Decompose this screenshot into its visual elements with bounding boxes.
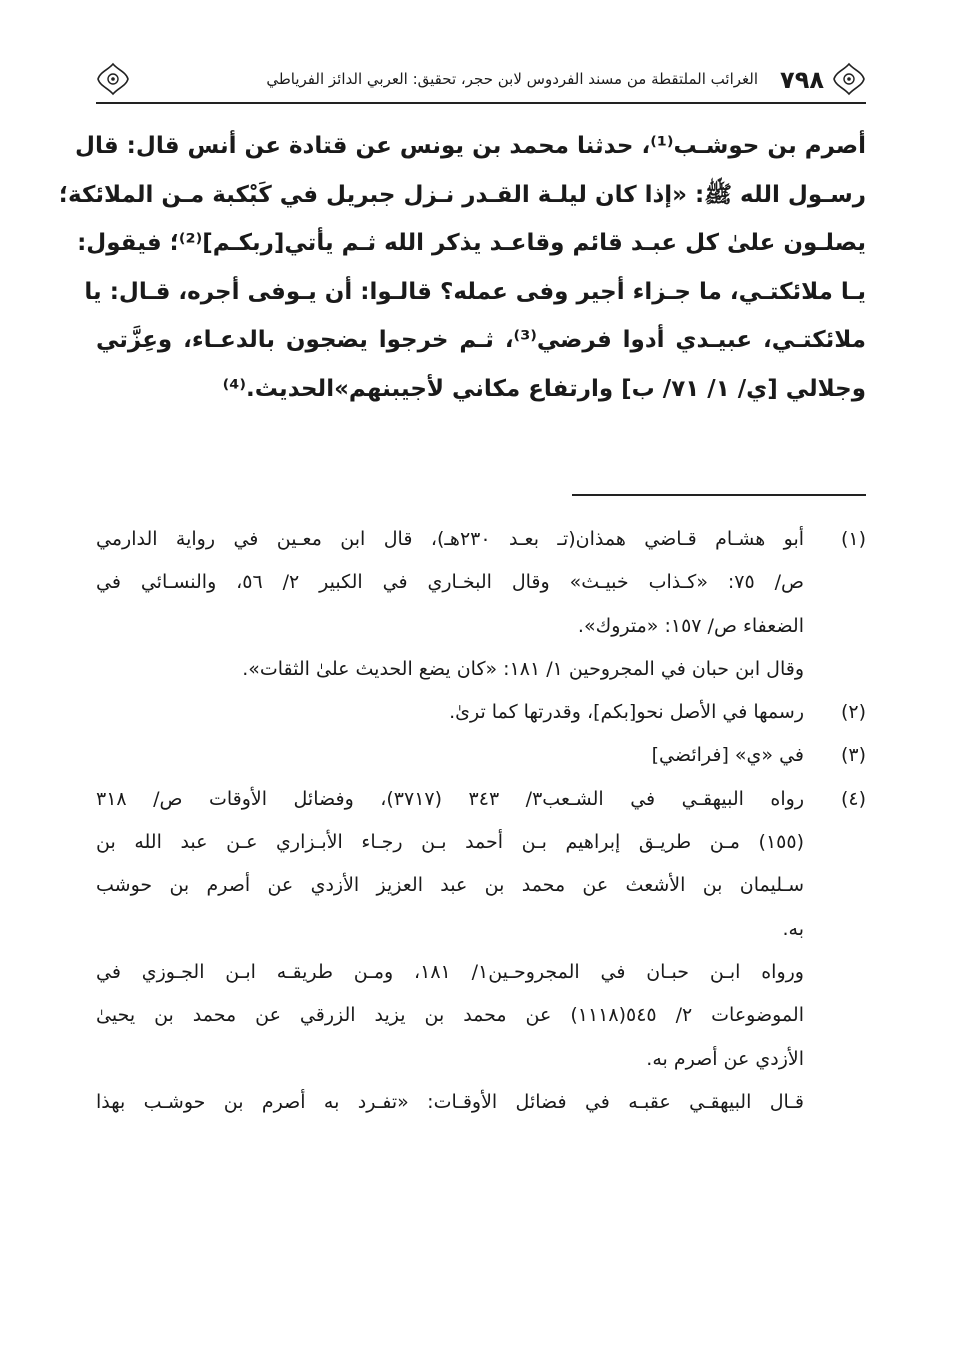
footnote-line: الضعفاء ص/ ١٥٧: «متروك».: [577, 614, 804, 637]
footnote-line: (١٥٥) مـن طريـق إبراهيم بـن أحمد بـن رجـاء الأبـزاري عـن عبد الله بن: [96, 831, 804, 854]
footnote-number: (٤): [840, 787, 866, 810]
ornament-icon: [96, 62, 130, 96]
main-text-line: ملائكتـي، عبيـدي أدوا فرضي⁽³⁾، ثـم خرجوا يضجون بالدعـاء، وعِزَّتي: [96, 327, 866, 353]
footnote-line: رسمها في الأصل نحو[بكم]، وقدرتها كما ترىٰ.: [449, 701, 804, 724]
footnotes: [96, 518, 866, 1124]
footnote-line: ص/ ٧٥: «كـذاب خبيـث» وقال البخـاري في الكبير ٢/ ٥٦، والنسـائي في: [96, 571, 804, 594]
main-text-line: يصلـون علىٰ كل عبـد قائم وقاعـد يذكر الله ثـم يأتي[ربكـم]⁽²⁾؛ فيقول:: [77, 230, 866, 256]
footnote-line: الموضوعات ٢/ ٥٤٥(١١١٨) عن محمد بن يزيد الزرقي عن محمد بن يحيىٰ: [96, 1004, 804, 1027]
footnote-line: قـال البيهقـي عقبـه في فضائل الأوقـات: «تفـرد به أصرم بن حوشـب بهذا: [96, 1090, 804, 1113]
running-title: الغرائب الملتقطة من مسند الفردوس لابن حجر، تحقيق: العربي الدائز الفرياطي: [266, 70, 758, 88]
footnote-number: [804, 1081, 866, 1124]
footnote-continuation: [96, 951, 866, 1081]
main-text-line: وجلالي [ي/ ١/ ٧١/ ب] وارتفاع مكاني لأجيبنهم»الحديث.⁽⁴⁾: [222, 375, 866, 402]
footnote-number: (٢): [840, 701, 866, 724]
footnote-line: أبو هشـام قـاضي همذان(تـ بعـد ٢٣٠هـ)، قال ابن معـين في رواية الدارمي: [96, 528, 805, 550]
main-text-line: رسـول الله ﷺ: «إذا كان ليلـة القـدر نـزل جبريل في كَبْكبة مـن الملائكة؛: [58, 181, 866, 208]
footnote-line: رواه البيهقـي في الشـعب٣/ ٣٤٣ (٣٧١٧)، وفضائل الأوقات ص/ ٣١٨: [96, 787, 805, 810]
main-text-line: يـا ملائكتـي، ما جـزاء أجير وفى عمله؟ قالـوا: أن يـوفى أجره، قـال: يا: [84, 278, 866, 305]
footnote-number: [804, 951, 866, 1081]
main-text: [58, 122, 866, 413]
page-header: [96, 58, 866, 104]
footnote: [96, 691, 866, 734]
footnote-line: ورواه ابـن حبـان في المجروحـين١/ ١٨١، ومـن طريقـه ابـن الجـوزي في: [96, 960, 804, 983]
footnote-number: [804, 648, 866, 691]
footnote: [96, 518, 866, 648]
main-text-line: أصرم بن حوشـب⁽¹⁾، حدثنا محمد بن يونس عن قتادة عن أنس قال: قال: [75, 133, 866, 159]
footnote-line: سـليمان بن الأشعث عن محمد بن عبد العزيز الأزدي عن أصرم بن حوشب: [96, 874, 804, 897]
footnote-continuation: [96, 1081, 866, 1124]
footnote-number: (١): [840, 528, 866, 550]
footnote-line: به.: [782, 917, 804, 940]
footnote-line: وقال ابن حبان في المجروحين ١/ ١٨١: «كان يضع الحديث علىٰ الثقات».: [242, 657, 804, 680]
footnote-number: (٣): [840, 744, 866, 767]
footnote-line: في «ي» [فرائضي]: [651, 744, 804, 767]
footnote-separator: [572, 494, 866, 496]
footnote-continuation: [96, 648, 866, 691]
footnote: [96, 778, 866, 951]
footnote-line: الأزدي عن أصرم به.: [646, 1047, 804, 1070]
page-number: ٧٩٨: [780, 66, 824, 94]
ornament-icon: [832, 62, 866, 96]
footnote: [96, 734, 866, 777]
